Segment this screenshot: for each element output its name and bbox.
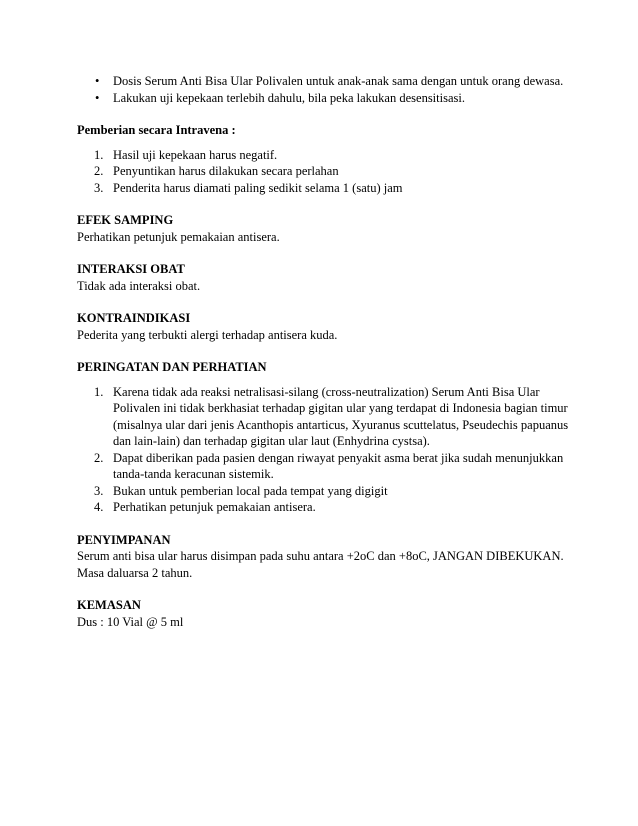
- daluarsa-text: Masa daluarsa 2 tahun.: [77, 565, 193, 580]
- peringatan-heading: PERINGATAN DAN PERHATIAN: [77, 360, 267, 374]
- list-item: [77, 483, 577, 500]
- bullet-text: Dosis Serum Anti Bisa Ular Polivalen untuk anak-anak sama dengan untuk orang dewasa.: [113, 74, 564, 88]
- document-content: [77, 73, 577, 630]
- interaksi-text: Tidak ada interaksi obat.: [77, 278, 201, 293]
- kemasan-text: Dus : 10 Vial @ 5 ml: [77, 614, 184, 629]
- bullet-item: [77, 90, 577, 107]
- list-item: [77, 180, 577, 197]
- bullet-dot: •: [95, 74, 100, 88]
- list-text: Bukan untuk pemberian local pada tempat yang digigit: [113, 483, 388, 498]
- kemasan-heading: KEMASAN: [77, 598, 141, 612]
- list-number: 3.: [94, 483, 104, 498]
- list-number: 2.: [94, 164, 104, 178]
- list-item: [77, 163, 577, 180]
- bullet-item: [77, 73, 577, 90]
- list-text: Penyuntikan harus dilakukan secara perlahan: [113, 164, 339, 178]
- list-number: 3.: [94, 180, 104, 195]
- list-item: [77, 147, 577, 164]
- list-text: Dapat diberikan pada pasien dengan riwayat penyakit asma berat jika sudah menunjukkan tanda-tanda keracunan sistemik.: [113, 450, 564, 481]
- penyimpanan-text: Serum anti bisa ular harus disimpan pada suhu antara +2oC dan +8oC, JANGAN DIBEKUKAN.: [77, 549, 564, 563]
- list-number: 1.: [94, 147, 104, 162]
- list-number: 1.: [94, 384, 104, 399]
- intravena-list: [77, 147, 577, 197]
- list-text: Perhatikan petunjuk pemakaian antisera.: [113, 500, 316, 514]
- kontra-text: Pederita yang terbukti alergi terhadap antisera kuda.: [77, 327, 338, 342]
- list-item: [77, 384, 577, 450]
- list-text: Karena tidak ada reaksi netralisasi-silang (cross-neutralization) Serum Anti Bisa Ular Polivalen ini tidak berkhasiat terhadap gigitan ular yang terdapat di Indonesia bagian timur (misalnya ular dari jenis Acanthopis antarticus, Xyuranus scuttelatus, Pseudechis papuanus dan lain-lain) dan terhadap gigitan ular laut (Enhydrina cystsa).: [113, 384, 569, 448]
- efek-text: Perhatikan petunjuk pemakaian antisera.: [77, 229, 280, 244]
- list-text: Penderita harus diamati paling sedikit selama 1 (satu) jam: [113, 180, 403, 195]
- bullet-text: Lakukan uji kepekaan terlebih dahulu, bila peka lakukan desensitisasi.: [113, 90, 465, 105]
- bullet-list: [77, 73, 577, 106]
- interaksi-heading: INTERAKSI OBAT: [77, 262, 185, 276]
- efek-heading: EFEK SAMPING: [77, 213, 174, 227]
- peringatan-list: [77, 384, 577, 516]
- list-item: [77, 499, 577, 516]
- kontra-heading: KONTRAINDIKASI: [77, 311, 191, 325]
- list-item: [77, 450, 577, 483]
- intravena-heading: Pemberian secara Intravena :: [77, 123, 236, 137]
- bullet-dot: •: [95, 90, 100, 105]
- list-number: 4.: [94, 500, 104, 514]
- penyimpanan-heading: PENYIMPANAN: [77, 532, 171, 547]
- list-text: Hasil uji kepekaan harus negatif.: [113, 147, 278, 162]
- list-number: 2.: [94, 450, 104, 465]
